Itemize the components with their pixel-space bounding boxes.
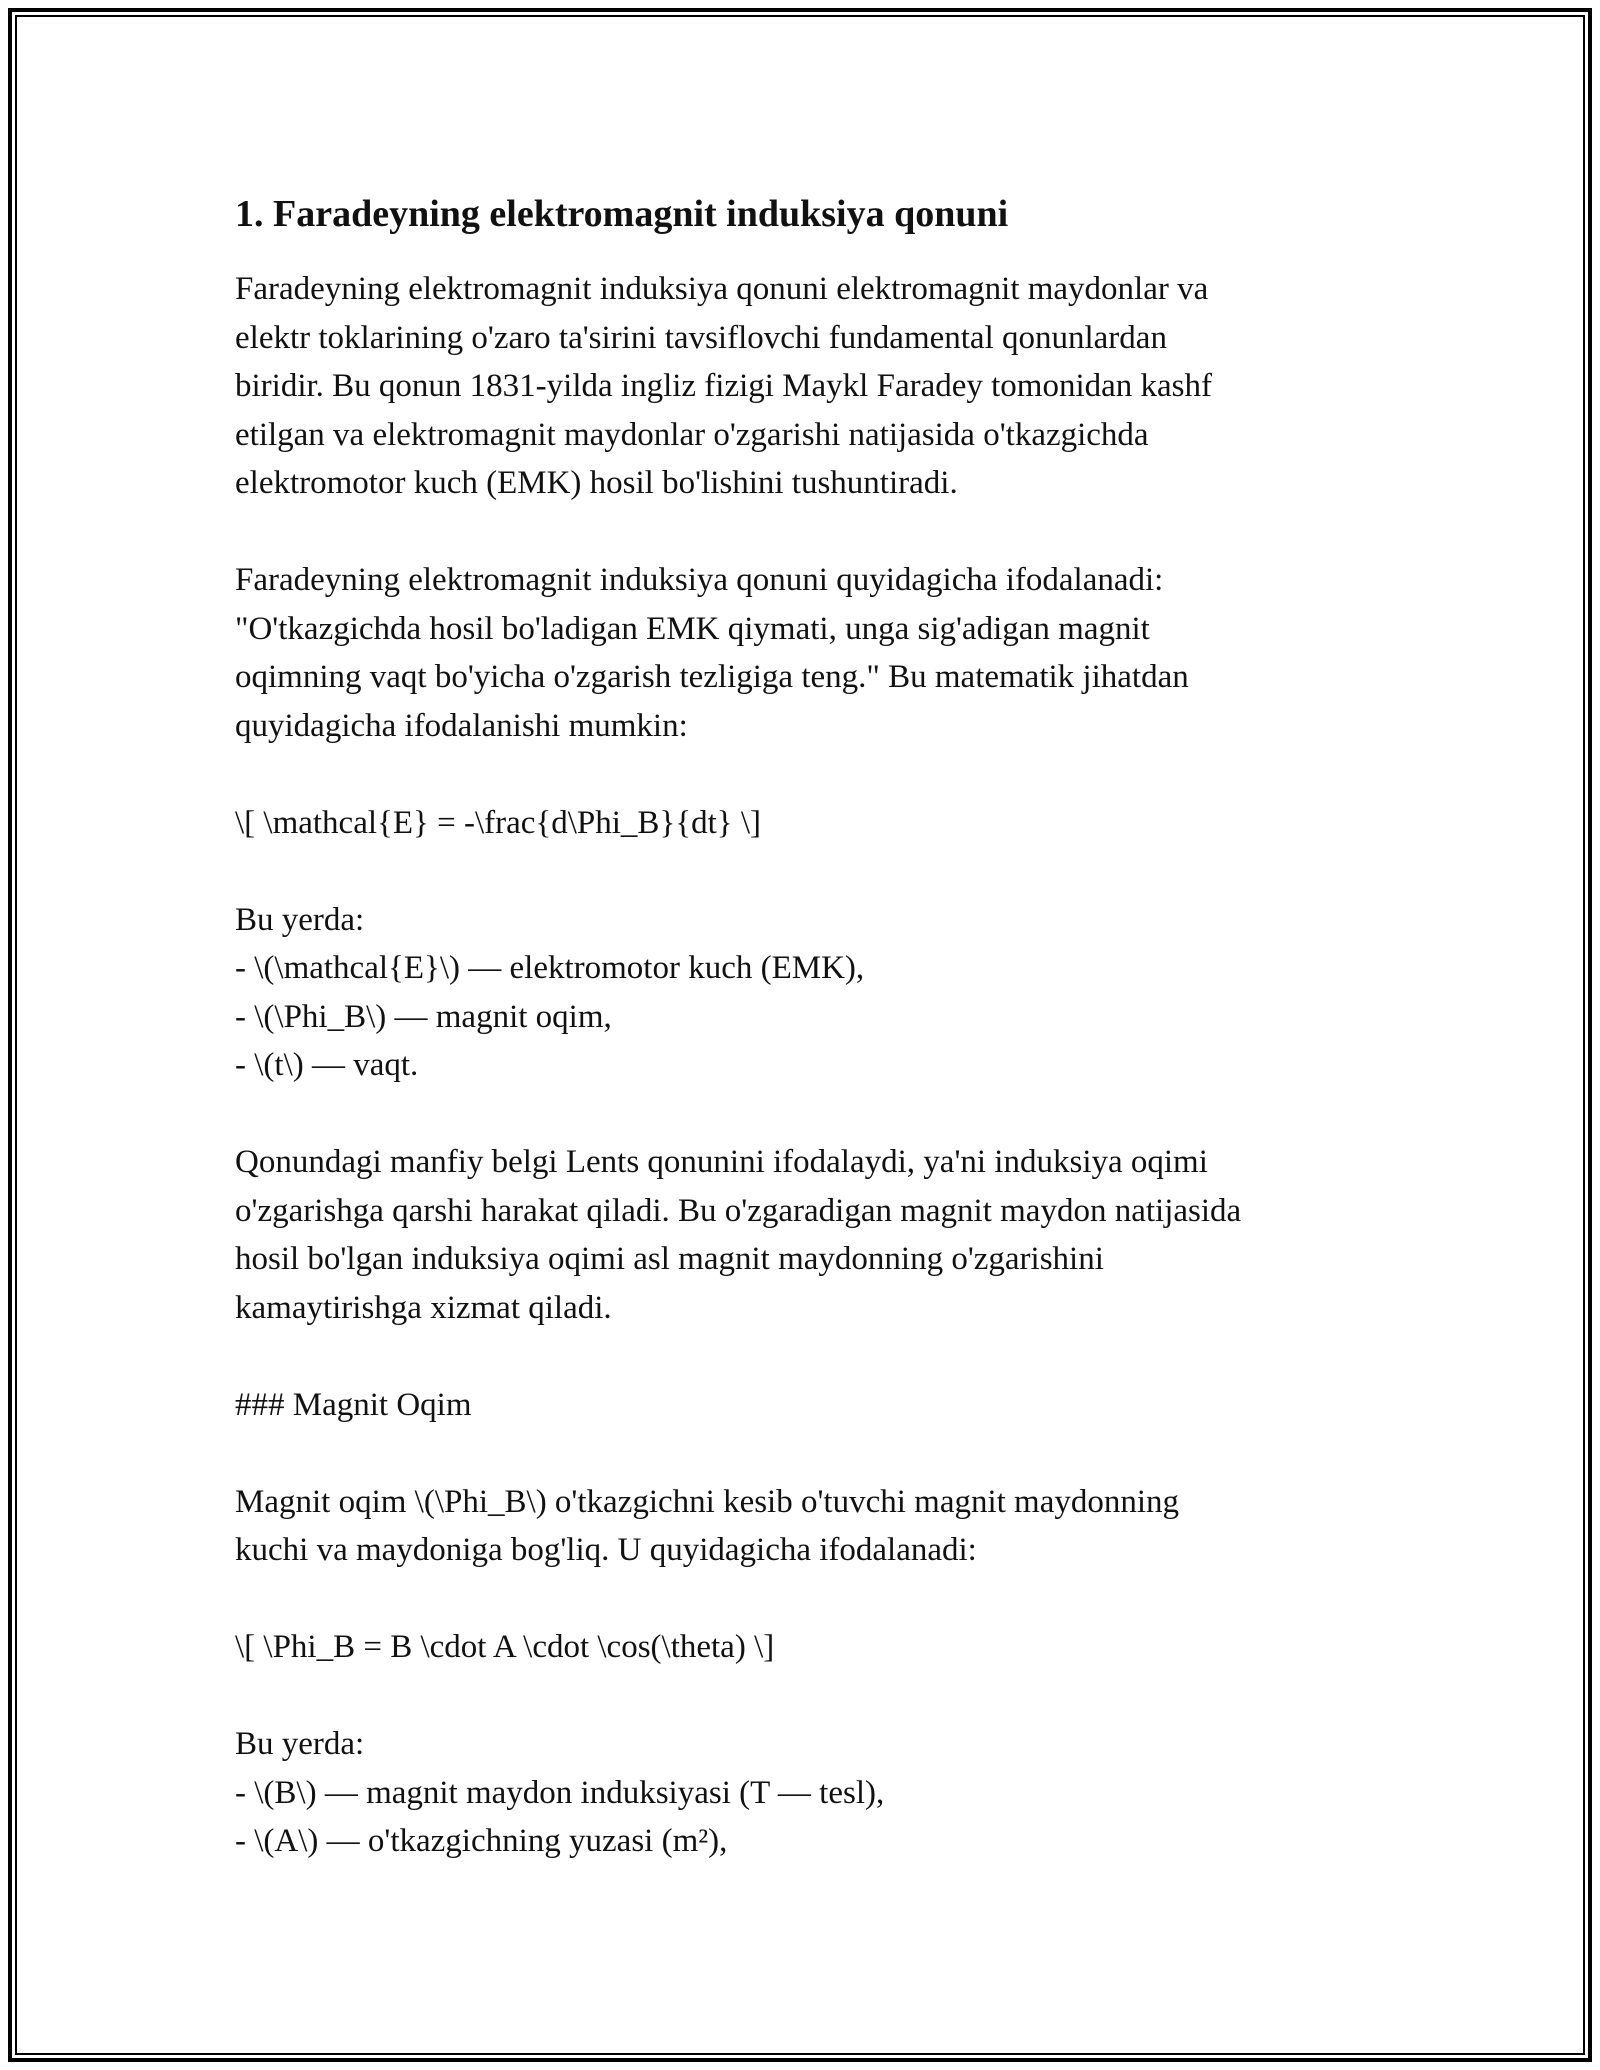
text-line: elektromotor kuch (EMK) hosil bo'lishini tushuntiradi.: [235, 465, 958, 501]
text-line: o'zgarishga qarshi harakat qiladi. Bu o'zgaradigan magnit maydon natijasida: [235, 1192, 1242, 1229]
paragraph-gap: [235, 1429, 1375, 1478]
formula-line: \[ \Phi_B = B \cdot A \cdot \cos(\theta) \]: [235, 1629, 775, 1665]
legend-emf: [235, 896, 1375, 1090]
legend-item: - \(\mathcal{E}\) — elektromotor kuch (EMK),: [235, 950, 865, 986]
subheading-magnetic-flux: [235, 1381, 1375, 1430]
legend-item: - \(A\) — o'tkazgichning yuzasi (m²),: [235, 1823, 728, 1859]
text-line: Magnit oqim \(\Phi_B\) o'tkazgichni kesib o'tuvchi magnit maydonning: [235, 1483, 1180, 1520]
paragraph-lenz: [235, 1138, 1375, 1332]
formula-emf: [235, 799, 1375, 848]
text-line: elektr toklarining o'zaro ta'sirini tavsiflovchi fundamental qonunlardan: [235, 319, 1167, 356]
text-line: kamaytirishga xizmat qiladi.: [235, 1289, 612, 1326]
text-line: Qonundagi manfiy belgi Lents qonunini ifodalaydi, ya'ni induksiya oqimi: [235, 1144, 1208, 1180]
paragraph-gap: [235, 1090, 1375, 1139]
text-line: kuchi va maydoniga bog'liq. U quyidagicha ifodalanadi:: [235, 1532, 977, 1568]
paragraph-statement: [235, 556, 1375, 750]
paragraph-flux: [235, 1478, 1375, 1575]
formula-line: \[ \mathcal{E} = -\frac{d\Phi_B}{dt} \]: [235, 804, 762, 841]
paragraph-gap: [235, 1332, 1375, 1381]
document-body: [235, 188, 1375, 1866]
paragraph-gap: [235, 750, 1375, 799]
legend-item: - \(t\) — vaqt.: [235, 1047, 419, 1083]
paragraph-gap: [235, 508, 1375, 557]
text-line: etilgan va elektromagnit maydonlar o'zgarishi natijasida o'tkazgichda: [235, 416, 1149, 453]
paragraph-gap: [235, 847, 1375, 896]
paragraph-gap: [235, 1672, 1375, 1721]
paragraph-intro: [235, 265, 1375, 508]
paragraph-gap: [235, 1575, 1375, 1624]
text-line: biridir. Bu qonun 1831-yilda ingliz fizigi Maykl Faradey tomonidan kashf: [235, 368, 1213, 404]
text-line: "O'tkazgichda hosil bo'ladigan EMK qiymati, unga sig'adigan magnit: [235, 610, 1150, 647]
text-line: Faradeyning elektromagnit induksiya qonuni quyidagicha ifodalanadi:: [235, 562, 1164, 598]
text-line: quyidagicha ifodalanishi mumkin:: [235, 707, 688, 744]
legend-flux: [235, 1720, 1375, 1866]
text-line: Faradeyning elektromagnit induksiya qonuni elektromagnit maydonlar va: [235, 271, 1209, 307]
text-line: oqimning vaqt bo'yicha o'zgarish tezligiga teng." Bu matematik jihatdan: [235, 659, 1189, 695]
legend-item: - \(\Phi_B\) — magnit oqim,: [235, 998, 612, 1035]
legend-item: - \(B\) — magnit maydon induksiyasi (T — tesl),: [235, 1774, 885, 1811]
legend-title: Bu yerda:: [235, 1726, 365, 1762]
legend-title: Bu yerda:: [235, 901, 365, 938]
section-heading: 1. Faradeyning elektromagnit induksiya qonuni: [235, 193, 1009, 235]
formula-flux: [235, 1623, 1375, 1672]
subheading-line: ### Magnit Oqim: [235, 1386, 472, 1423]
text-line: hosil bo'lgan induksiya oqimi asl magnit maydonning o'zgarishini: [235, 1241, 1104, 1277]
